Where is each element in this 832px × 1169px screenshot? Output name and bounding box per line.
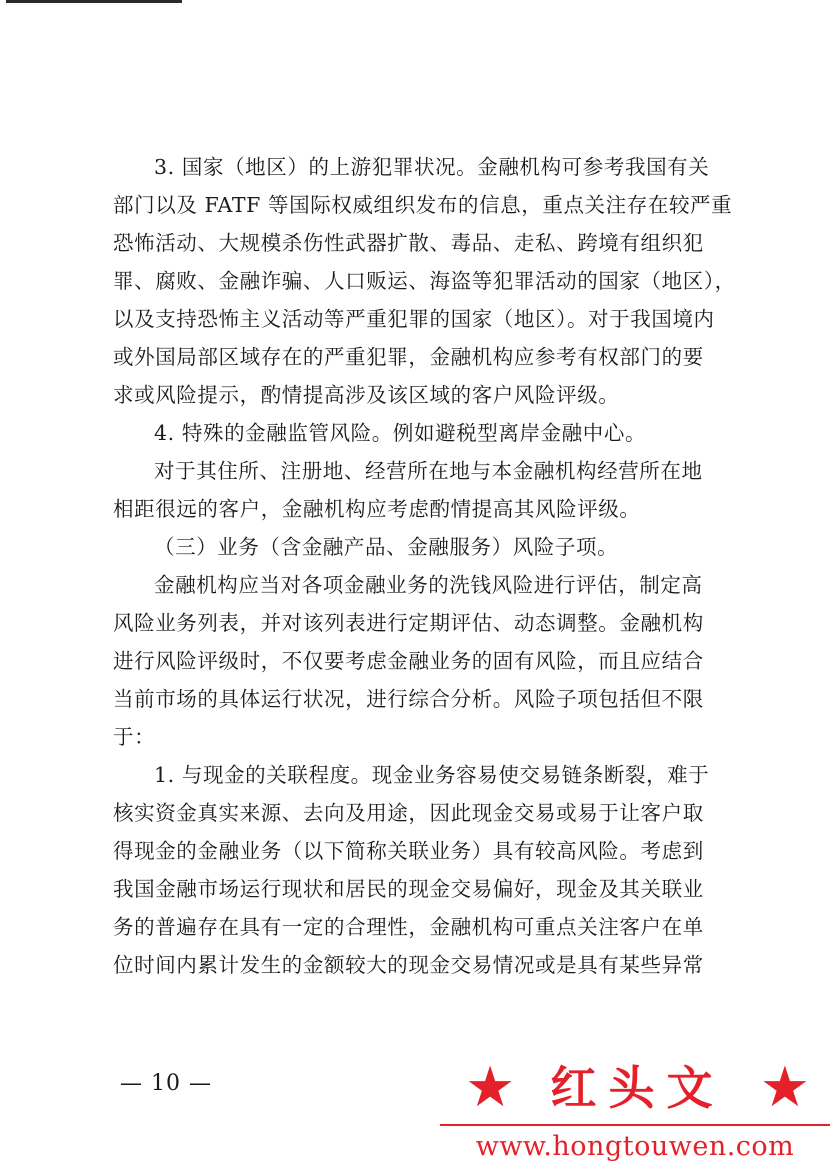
paragraph-line: 3. 国家（地区）的上游犯罪状况。金融机构可参考我国有关 [154,155,710,179]
paragraph-line: 4. 特殊的金融监管风险。例如避税型离岸金融中心。 [154,421,647,445]
paragraph-line: 位时间内累计发生的金额较大的现金交易情况或是具有某些异常 [113,953,704,977]
paragraph-line: 求或风险提示，酌情提高涉及该区域的客户风险评级。 [113,383,620,407]
paragraph-line: 相距很远的客户，金融机构应考虑酌情提高其风险评级。 [113,497,641,521]
watermark-divider [440,1124,830,1126]
paragraph-line: 得现金的金融业务（以下简称关联业务）具有较高风险。考虑到 [113,839,704,863]
paragraph-line: 风险业务列表，并对该列表进行定期评估、动态调整。金融机构 [113,611,704,635]
watermark-banner [465,1055,810,1120]
page-number: — 10 — [120,1071,212,1096]
document-body [113,148,736,984]
paragraph-line: 进行风险评级时，不仅要考虑金融业务的固有风险，而且应结合 [113,649,704,673]
paragraph-line: 或外国局部区域存在的严重犯罪，金融机构应参考有权部门的要 [113,345,704,369]
paragraph-line: 于： [113,725,156,749]
section-heading: （三）业务（含金融产品、金融服务）风险子项。 [154,535,619,559]
scan-edge-mark [6,0,182,3]
star-icon: ★ [759,1055,810,1120]
paragraph-line: 务的普遍存在具有一定的合理性，金融机构可重点关注客户在单 [113,915,704,939]
paragraph-line: 我国金融市场运行现状和居民的现金交易偏好，现金及其关联业 [113,877,704,901]
star-icon: ★ [465,1055,516,1120]
watermark-url: www.hongtouwen.com [475,1131,795,1162]
paragraph-line: 恐怖活动、大规模杀伤性武器扩散、毒品、走私、跨境有组织犯 [113,231,704,255]
paragraph-line: 金融机构应当对各项金融业务的洗钱风险进行评估，制定高 [154,573,703,597]
paragraph-line: 以及支持恐怖主义活动等严重犯罪的国家（地区）。对于我国境内 [113,307,715,331]
paragraph-line: 罪、腐败、金融诈骗、人口贩运、海盗等犯罪活动的国家（地区）， [113,269,736,293]
watermark [465,1055,810,1169]
paragraph-line: 1. 与现金的关联程度。现金业务容易使交易链条断裂，难于 [154,763,710,787]
paragraph-line: 部门以及 FATF 等国际权威组织发布的信息，重点关注存在较严重 [113,193,733,217]
watermark-title: 红头文 [550,1061,725,1115]
paragraph-line: 核实资金真实来源、去向及用途，因此现金交易或易于让客户取 [113,801,704,825]
paragraph-line: 当前市场的具体运行状况，进行综合分析。风险子项包括但不限 [113,687,704,711]
paragraph-line: 对于其住所、注册地、经营所在地与本金融机构经营所在地 [154,459,703,483]
